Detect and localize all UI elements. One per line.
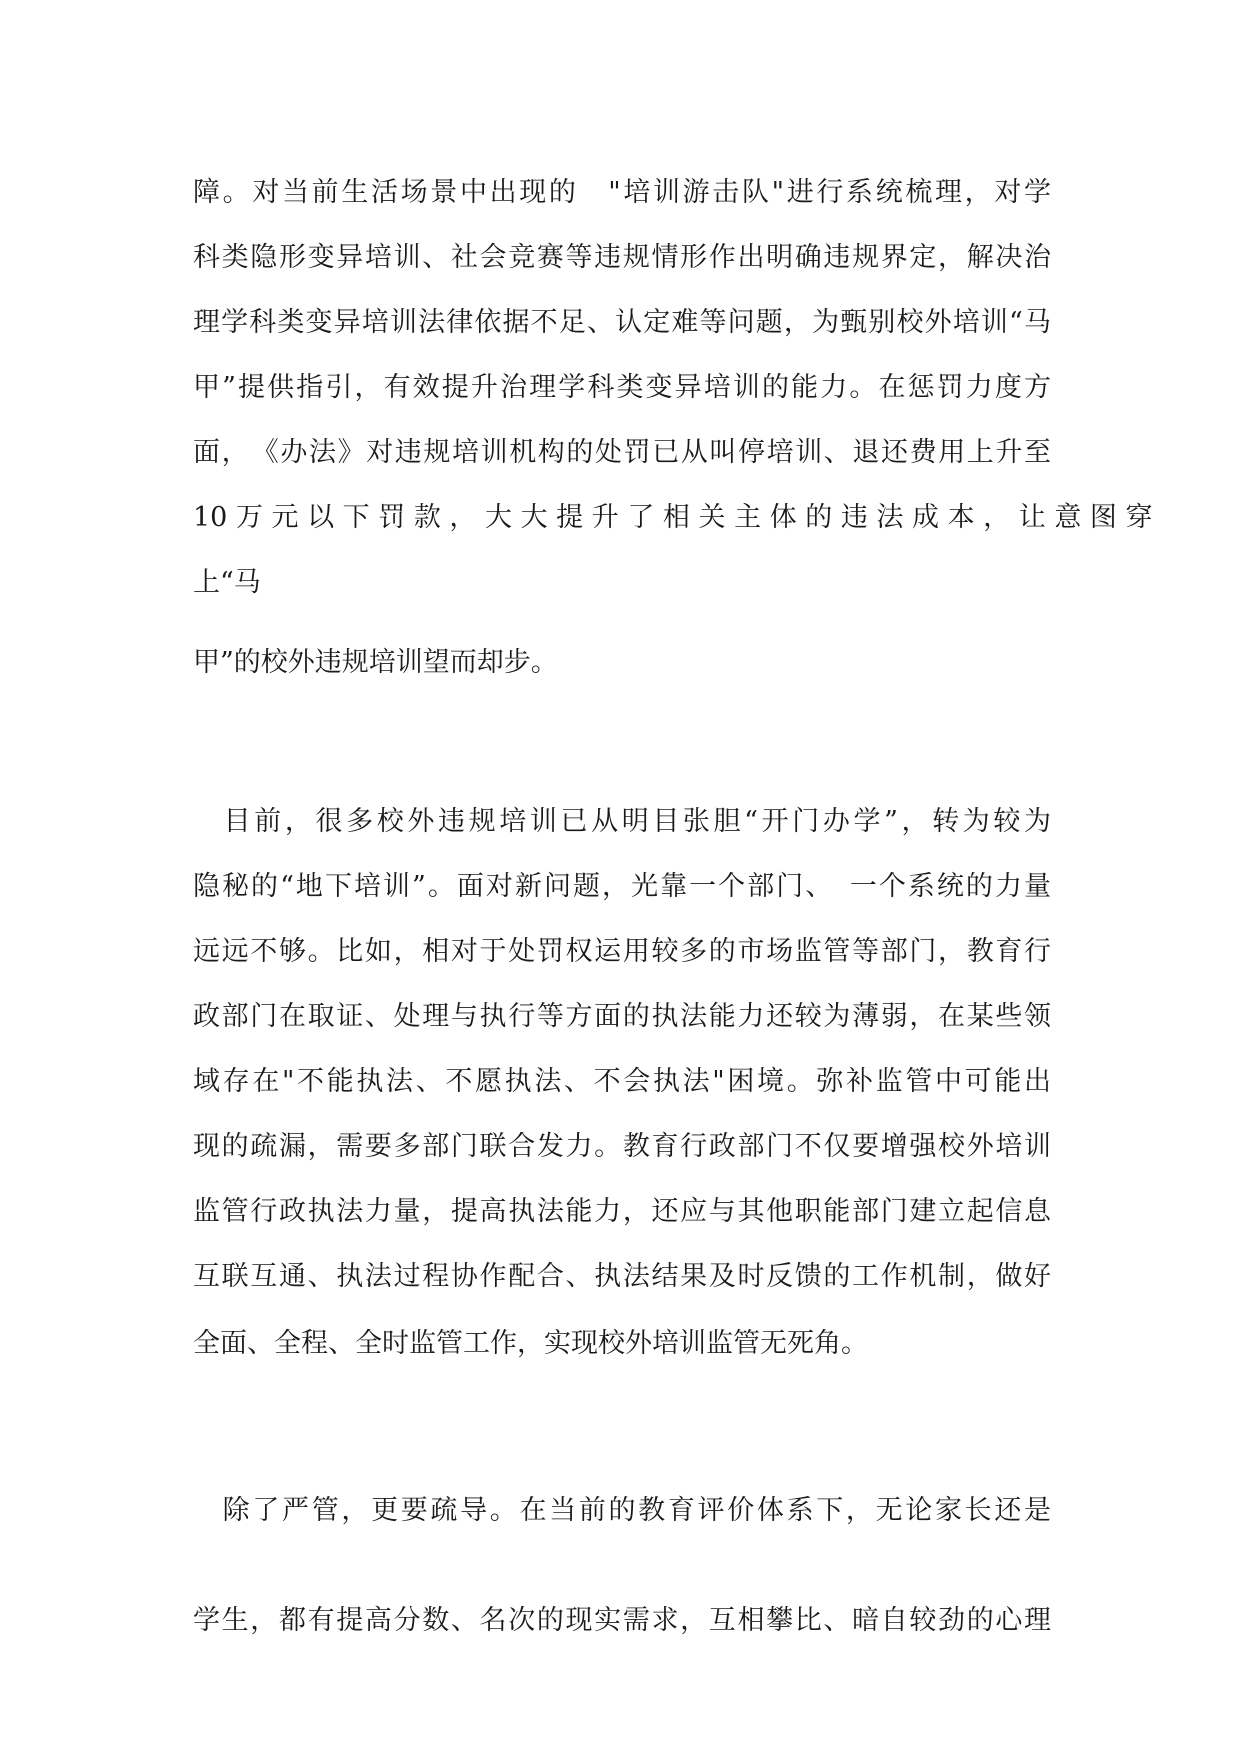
text-line: 政部门在取证、处理与执行等方面的执法能力还较为薄弱，在某些领: [193, 1001, 1051, 1032]
text-line: 远远不够。比如，相对于处罚权运用较多的市场监管等部门，教育行: [193, 936, 1051, 967]
text-line: 全面、全程、全时监管工作，实现校外培训监管无死角。: [193, 1328, 868, 1359]
text-line: 上“马: [193, 567, 261, 598]
text-line: 除了严管，更要疏导。在当前的教育评价体系下，无论家长还是: [193, 1495, 1051, 1526]
text-line: 目前，很多校外违规培训已从明目张胆“开门办学”，转为较为: [193, 806, 1051, 837]
text-line: 甲”的校外违规培训望而却步。: [193, 647, 558, 678]
text-line: 面， 《办法》对违规培训机构的处罚已从叫停培训、退还费用上升至: [193, 437, 1051, 468]
text-line: 学生，都有提高分数、名次的现实需求，互相攀比、暗自较劲的心理: [193, 1605, 1051, 1636]
text-line: 理学科类变异培训法律依据不足、认定难等问题，为甄别校外培训“马: [193, 307, 1051, 338]
text-line: 障。对当前生活场景中出现的 "培训游击队"进行系统梳理，对学: [193, 177, 1051, 208]
text-line: 10 万 元 以 下 罚 款 ， 大 大 提 升 了 相 关 主 体 的 违 法 成 本 ， 让 意 图 穿: [193, 502, 1153, 533]
text-line: 现的疏漏，需要多部门联合发力。教育行政部门不仅要增强校外培训: [193, 1131, 1051, 1162]
text-line: 甲”提供指引，有效提升治理学科类变异培训的能力。在惩罚力度方: [193, 372, 1051, 403]
text-line: 互联互通、执法过程协作配合、执法结果及时反馈的工作机制，做好: [193, 1261, 1051, 1292]
text-line: 科类隐形变异培训、社会竞赛等违规情形作出明确违规界定，解决治: [193, 242, 1051, 273]
text-line: 域存在"不能执法、不愿执法、不会执法"困境。弥补监管中可能出: [193, 1066, 1051, 1097]
text-line: 监管行政执法力量，提高执法能力，还应与其他职能部门建立起信息: [193, 1196, 1051, 1227]
text-line: 隐秘的“地下培训”。面对新问题，光靠一个部门、 一个系统的力量: [193, 871, 1051, 902]
